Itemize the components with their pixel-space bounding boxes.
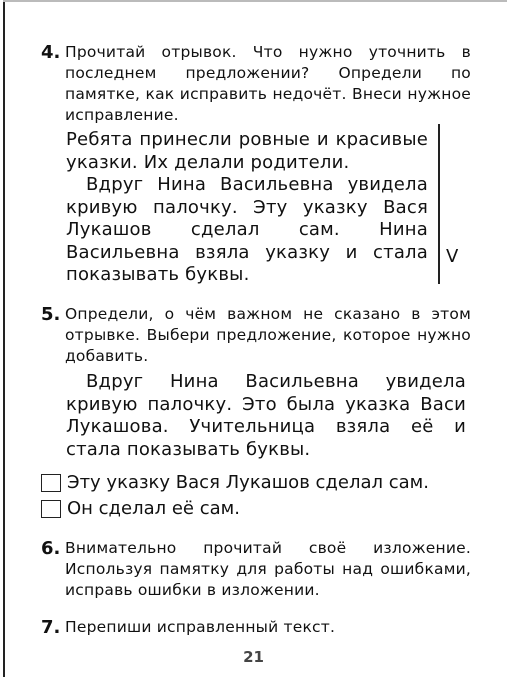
task-5-option-1[interactable] [41, 471, 429, 495]
task-5-option-1-checkbox[interactable] [41, 474, 61, 492]
task-5-option-2-checkbox[interactable] [41, 500, 61, 518]
task-4-instruction: Прочитай отрывок. Что нужно уточнить в последнем предложении? Определи по памятке, как исправить недочёт. Внеси нужное исправление. [65, 43, 471, 124]
task-5-option-2-label: Он сделал её сам. [67, 498, 240, 519]
page-frame-left-border [3, 0, 5, 677]
task-6-instruction: Внимательно прочитай своё изложение. Используя памятку для работы над ошибками, исправь ошибки в изложении. [65, 539, 471, 599]
task-5-passage [66, 371, 466, 461]
task-7 [41, 617, 471, 639]
task-4-passage [66, 129, 428, 287]
task-5 [41, 304, 471, 367]
task-4-passage-paragraph-2: Вдруг Нина Васильевна увидела кривую палочку. Эту указку Вася Лукашов сделал сам. Нина Васильевна взяла указку и стала показывать буквы. [66, 174, 428, 285]
task-7-instruction: Перепиши исправленный текст. [65, 618, 336, 636]
task-5-instruction: Определи, о чём важном не сказано в этом отрывке. Выбери предложение, которое нужно добавить. [65, 305, 471, 365]
margin-check-mark: V [446, 246, 459, 267]
page-number: 21 [243, 648, 264, 666]
task-6-number: 6. [41, 538, 61, 559]
task-7-number: 7. [41, 617, 61, 638]
task-5-option-2[interactable] [41, 497, 240, 521]
task-6 [41, 538, 471, 601]
task-5-passage-paragraph: Вдруг Нина Васильевна увидела кривую палочку. Это была указка Васи Лукашова. Учительница взяла её и стала показывать буквы. [66, 371, 466, 460]
page-frame-top-border [3, 0, 507, 2]
margin-vertical-line [438, 124, 440, 284]
task-4-number: 4. [41, 42, 61, 63]
task-5-number: 5. [41, 304, 61, 325]
task-4 [41, 42, 471, 126]
task-4-passage-paragraph-1: Ребята принесли ровные и красивые указки. Их делали родители. [66, 129, 428, 173]
task-5-option-1-label: Эту указку Вася Лукашов сделал сам. [67, 472, 429, 493]
